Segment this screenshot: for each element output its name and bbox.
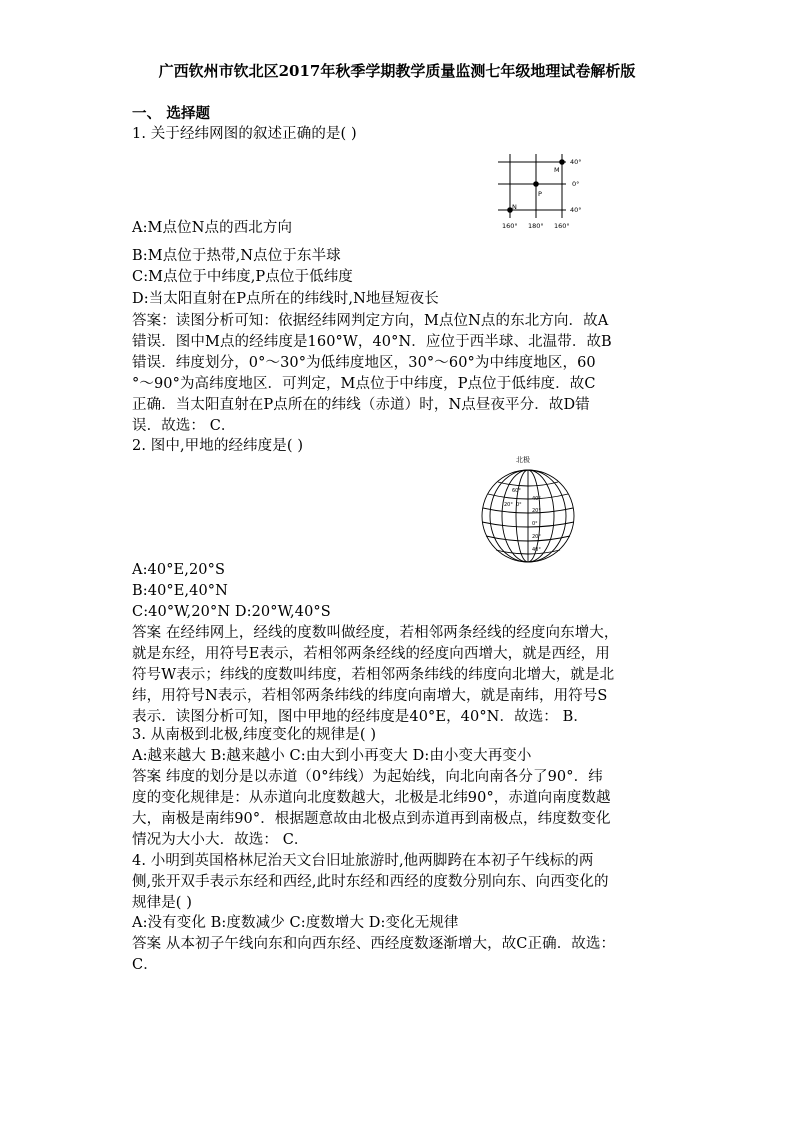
lat-label-mid: 0° (572, 180, 580, 188)
globe-label: 0° (516, 502, 522, 508)
q1-answer-line: 错误．纬度划分，0°～30°为低纬度地区，30°～60°为中纬度地区，60 (132, 355, 596, 371)
q1-answer-line: 误．故选： C． (132, 418, 236, 434)
q2-answer-line: 就是东经，用符号E表示，若相邻两条经线的经度向西增大，就是西经，用 (132, 646, 610, 662)
point-m-dot (559, 159, 565, 165)
document-title: 广西钦州市钦北区2017年秋季学期教学质量监测七年级地理试卷解析版 (158, 62, 636, 80)
q4-stem-line: 4. 小明到英国格林尼治天文台旧址旅游时,他两脚跨在本初子午线标的两 (132, 853, 594, 869)
q1-option-b: B:M点位于热带,N点位于东半球 (132, 248, 341, 264)
point-p-dot (533, 181, 539, 187)
point-n-label: N (512, 203, 517, 211)
q4-stem-line: 规律是( ) (132, 895, 193, 911)
q1-answer-line: 正确．当太阳直射在P点所在的纬线（赤道）时，N点昼夜平分．故D错 (132, 397, 590, 413)
q3-answer-line: 情况为大小大．故选： C． (132, 832, 309, 848)
lon-label-right: 160° (554, 222, 570, 230)
q4-options: A:没有变化 B:度数减少 C:度数增大 D:变化无规律 (132, 915, 459, 931)
q3-answer-line: 答案 纬度的划分是以赤道（0°纬线）为起始线，向北向南各分了90°．纬 (132, 769, 603, 785)
q2-answer-line: 表示．读图分析可知，图中甲地的经纬度是40°E，40°N．故选： B． (132, 709, 588, 725)
globe-label: 40° (532, 496, 541, 502)
lat-label-bottom: 40° (570, 206, 582, 214)
globe-label: 20° (504, 502, 513, 508)
q1-answer-line: 错误．图中M点的经纬度是160°W，40°N．应位于西半球、北温带．故B (132, 334, 612, 350)
q4-stem-line: 侧,张开双手表示东经和西经,此时东经和西经的度数分别向东、向西变化的 (132, 874, 609, 890)
globe-label: 0° (532, 521, 538, 527)
q2-answer-line: 纬，用符号N表示，若相邻两条纬线的纬度向南增大，就是南纬，用符号S (132, 688, 608, 704)
lat-label-top: 40° (570, 158, 582, 166)
q4-answer-line: 答案 从本初子午线向东和向西东经、西经度数逐渐增大，故C正确．故选： (132, 936, 616, 952)
globe-label: 40° (532, 547, 541, 553)
globe-label: 20° (532, 508, 541, 514)
q4-answer-line: C． (132, 957, 158, 973)
q1-option-a: A:M点位N点的西北方向 (132, 220, 293, 236)
lon-label-mid: 180° (528, 222, 544, 230)
q2-stem: 2. 图中,甲地的经纬度是( ) (132, 438, 304, 454)
north-pole-label: 北极 (516, 456, 530, 464)
point-p-label: P (538, 190, 542, 198)
q2-answer-line: 符号W表示；纬线的度数叫纬度，若相邻两条纬线的纬度向北增大，就是北 (132, 667, 615, 683)
point-m-label: M (554, 166, 560, 174)
q2-answer-line: 答案 在经纬网上，经线的度数叫做经度，若相邻两条经线的经度向东增大， (132, 625, 619, 641)
q2-option-cd: C:40°W,20°N D:20°W,40°S (132, 604, 331, 620)
q3-stem: 3. 从南极到北极,纬度变化的规律是( ) (132, 727, 377, 743)
section-heading: 一、 选择题 (132, 105, 211, 122)
lon-label-left: 160° (502, 222, 518, 230)
q2-option-b: B:40°E,40°N (132, 583, 228, 599)
globe-label: 20° (532, 534, 541, 540)
globe-label: 60° (512, 488, 521, 494)
q2-option-a: A:40°E,20°S (132, 562, 225, 578)
q1-option-d: D:当太阳直射在P点所在的纬线时,N地昼短夜长 (132, 291, 439, 307)
q1-option-c: C:M点位于中纬度,P点位于低纬度 (132, 269, 353, 285)
q3-answer-line: 大，南极是南纬90°．根据题意故由北极点到赤道再到南极点，纬度数变化 (132, 811, 611, 827)
q3-options: A:越来越大 B:越来越小 C:由大到小再变大 D:由小变大再变小 (132, 748, 532, 764)
q1-answer-line: °～90°为高纬度地区．可判定，M点位于中纬度，P点位于低纬度．故C (132, 376, 596, 392)
q3-answer-line: 度的变化规律是：从赤道向北度数越大，北极是北纬90°，赤道向南度数越 (132, 790, 611, 806)
q1-stem: 1. 关于经纬网图的叙述正确的是( ) (132, 126, 357, 142)
q1-answer-line: 答案：读图分析可知：依据经纬网判定方向，M点位N点的东北方向．故A (132, 313, 609, 329)
q2-globe-figure (470, 452, 582, 570)
